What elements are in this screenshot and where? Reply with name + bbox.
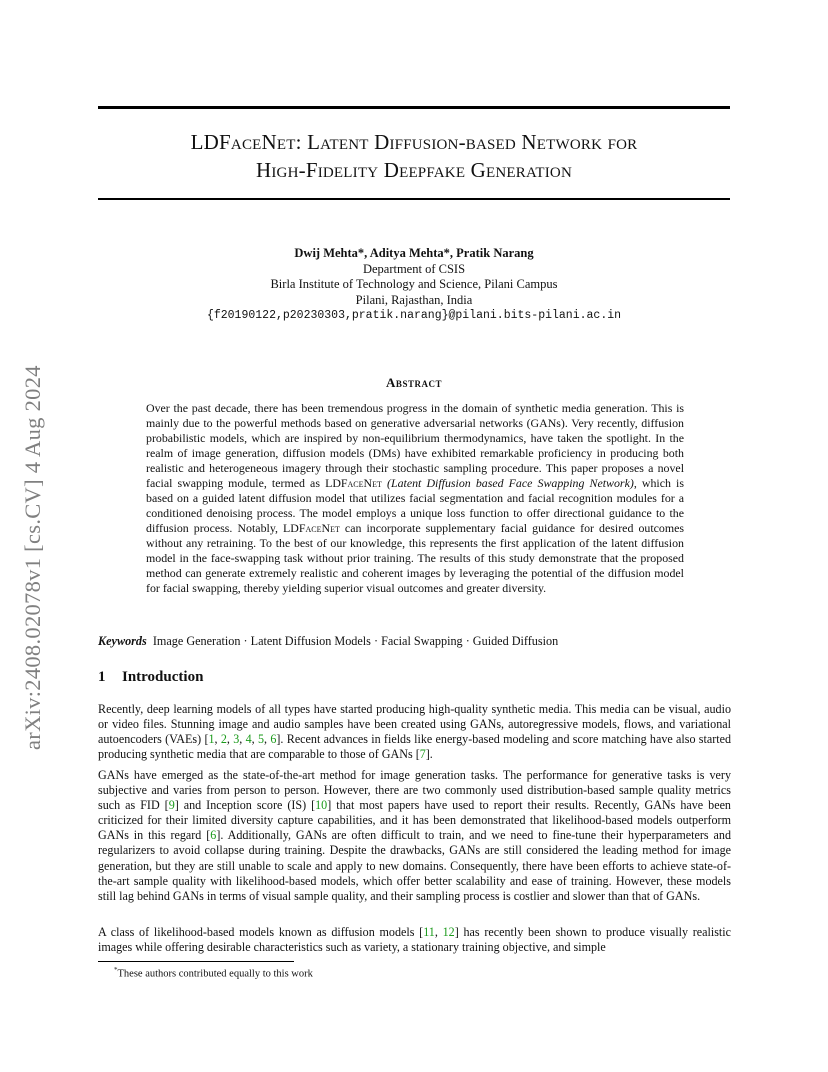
citation-5[interactable]: 5 <box>257 732 265 747</box>
citation-12[interactable]: 12 <box>442 925 455 939</box>
arxiv-identifier: arXiv:2408.02078v1 [cs.CV] 4 Aug 2024 <box>20 365 45 750</box>
footnote <box>114 964 313 981</box>
abstract-part-3: , which is based on a guided latent diffusion model that utilizes facial segmentation and facial recognition modules for a conditioned denoising process. The model employs a unique loss function to offer directional guidance to the diffusion process. Notably, <box>146 476 684 535</box>
citation-10[interactable]: 10 <box>315 798 328 813</box>
p2-text-b: ] and Inception score (IS) [ <box>174 798 316 813</box>
citation-9[interactable]: 9 <box>168 798 175 813</box>
abstract-text <box>146 401 684 596</box>
p1-text-b: ]. Recent advances in fields like energy-based modeling and score matching have also started producing synthetic media that are comparable to those of GANs [ <box>98 732 732 762</box>
keywords-label: Keywords <box>98 634 147 648</box>
citation-11[interactable]: 11 <box>423 925 435 939</box>
citation-1[interactable]: 1 <box>208 732 215 747</box>
author-email: {f20190122,p20230303,pratik.narang}@pilani.bits-pilani.ac.in <box>206 309 622 322</box>
author-department: Department of CSIS <box>362 261 466 276</box>
abstract-model-expansion: (Latent Diffusion based Face Swapping Network) <box>387 476 634 490</box>
intro-paragraph-1: Recently, deep learning models of all types have started producing high-quality synthetic media. This media can be visual, audio or video files. Stunning image and audio samples have been created using GANs, autoregressive models, flows, and variational autoencoders (VAEs) [1, 2, 3, 4, 5, 6]. Recent advances in fields like energy-based modeling and score matching have also started producing synthetic media that are comparable to those of GANs [7]. <box>98 702 732 762</box>
author-block <box>98 246 730 324</box>
keywords-line <box>98 634 730 649</box>
citation-4[interactable]: 4 <box>245 732 252 747</box>
citation-7[interactable]: 7 <box>419 747 426 762</box>
section-number: 1 <box>98 669 106 685</box>
p2-text-c: ] that most papers have used to report their results. Recently, GANs have been criticized for their limited diversity capture capabilities, and it has been demonstrated that likelihood-based models outperform GANs in this regard [ <box>98 798 731 843</box>
paper-title <box>98 128 730 184</box>
author-institute: Birla Institute of Technology and Science, Pilani Campus <box>270 277 558 291</box>
footnote-rule <box>98 961 294 962</box>
p2-text-a: GANs have emerged as the state-of-the-art method for image generation tasks. The performance for generative tasks is very subjective and varies from person to person. However, there are two commonly used distribution-based sample quality metrics such as FID [ <box>98 768 731 813</box>
p2-text-d: ]. Additionally, GANs are often difficult to train, and we need to fine-tune their hyperparameters and regularizers to avoid collapse during training. Despite the drawbacks, GANs are still considered the leading method for image generation, but they are still unable to scale and apply to new domains. Consequently, there have been efforts to achieve state-of-the-art sample quality with likelihood-based models, which offer better scalability and ease of training. However, these models still lag behind GANs in terms of visual sample quality, and their sampling process is costlier and slower than that of GANs. <box>98 828 731 903</box>
arxiv-sidebar <box>18 290 46 750</box>
intro-paragraph-3: A class of likelihood-based models known as diffusion models [11, 12] has recently been shown to produce visually realistic images while offering desirable characteristics such as variety, a stationary training objective, and simple <box>98 925 732 955</box>
footnote-text: These authors contributed equally to this work <box>117 968 313 980</box>
abstract-model-name: LDFaceNet <box>325 476 382 490</box>
abstract-model-name-2: LDFaceNet <box>283 521 340 535</box>
p3-text-b: ] has recently been shown to produce visually realistic images while offering desirable characteristics such as variety, a stationary training objective, and simple <box>98 925 732 955</box>
title-line-1: LDFaceNet: Latent Diffusion-based Network for <box>190 130 638 154</box>
title-line-2: High-Fidelity Deepfake Generation <box>255 158 572 182</box>
author-location: Pilani, Rajasthan, India <box>355 292 473 307</box>
intro-paragraph-2 <box>98 768 731 904</box>
p1-text-a: Recently, deep learning models of all types have started producing high-quality synthetic media. This media can be visual, audio or video files. Stunning image and audio samples have been created using GANs, autoregressive models, flows, and variational autoencoders (VAEs) [ <box>98 702 731 747</box>
author-names: Dwij Mehta*, Aditya Mehta*, Pratik Narang <box>294 246 534 260</box>
p1-text-c: ]. <box>425 747 433 762</box>
abstract-heading: Abstract <box>386 375 442 390</box>
title-top-rule <box>98 106 730 109</box>
citation-3[interactable]: 3 <box>233 732 240 747</box>
abstract-part-1: Over the past decade, there has been tremendous progress in the domain of synthetic media generation. This is mainly due to the powerful methods based on generative adversarial networks (GANs). Very recently, diffusion probabilistic models, which are inspired by non-equilibrium thermodynamics, have taken the spotlight. In the realm of image generation, diffusion models (DMs) have exhibited remarkable proficiency in producing both realistic and heterogeneous imagery through their stochastic sampling procedure. This paper proposes a novel facial swapping module, termed as <box>146 401 684 490</box>
abstract-part-4: can incorporate supplementary facial guidance for desired outcomes without any retraining. To the best of our knowledge, this represents the first application of the latent diffusion model in the face-swapping task without prior training. The results of this study demonstrate that the proposed method can generate extremely realistic and coherent images by leveraging the potential of the diffusion model for facial swapping, thereby yielding superior visual outcomes and greater diversity. <box>146 521 685 595</box>
keywords-list: Image Generation · Latent Diffusion Models · Facial Swapping · Guided Diffusion <box>152 634 559 648</box>
p3-text-a: A class of likelihood-based models known as diffusion models [ <box>98 925 424 939</box>
citation-6[interactable]: 6 <box>270 732 277 747</box>
footnote-marker: * <box>114 966 118 974</box>
citation-6b[interactable]: 6 <box>210 828 217 843</box>
section-title: Introduction <box>122 669 204 685</box>
citation-2[interactable]: 2 <box>220 732 227 747</box>
title-bottom-rule <box>98 198 730 200</box>
section-heading <box>98 669 203 686</box>
